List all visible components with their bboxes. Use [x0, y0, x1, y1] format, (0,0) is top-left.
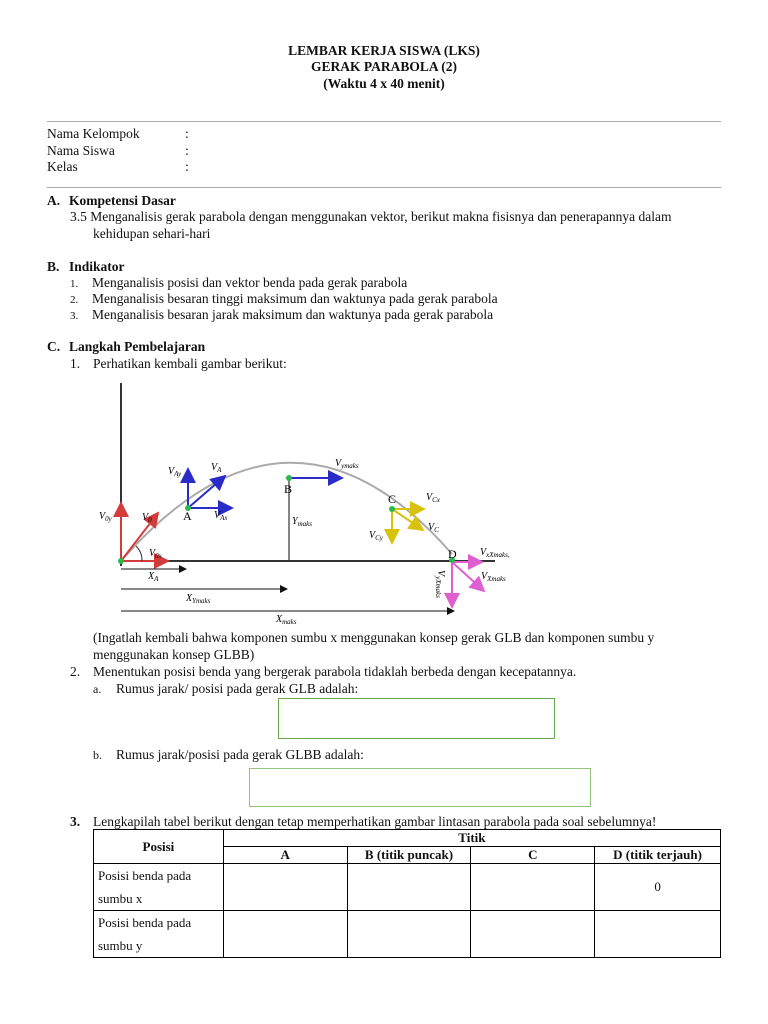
position-table — [93, 829, 721, 958]
cell-d-y[interactable] — [595, 911, 721, 958]
note-line1: (Ingatlah kembali bahwa komponen sumbu x menggunakan konsep gerak GLB dan komponen sumbu y — [93, 630, 655, 645]
colon-nama-kelompok: : — [185, 126, 189, 141]
section-b-heading: B. Indikator — [47, 259, 125, 274]
table-header-posisi: Posisi — [94, 830, 224, 864]
label-nama-kelompok: Nama Kelompok — [47, 126, 140, 141]
step-3: 3. Lengkapilah tabel berikut dengan tetap memperhatikan gambar lintasan parabola pada soal sebelumnya! — [70, 814, 657, 829]
cell-d-x[interactable]: 0 — [595, 864, 721, 911]
label-vxmaks: $V_{Xmaks}$ — [481, 571, 506, 583]
point-a-label: A — [183, 509, 192, 523]
step-2: 2. Menentukan posisi benda yang bergerak parabola tidaklah berbeda dengan kecepatannya. — [70, 664, 577, 679]
projectile-diagram — [90, 378, 530, 630]
vxmaks-vector — [452, 562, 484, 591]
answer-box-glbb[interactable] — [249, 768, 591, 807]
section-a-heading: A. Kompetensi Dasar — [47, 193, 176, 208]
cell-a-x[interactable] — [223, 864, 347, 911]
va-vector — [188, 476, 225, 508]
section-a-line1: 3.5 Menganalisis gerak parabola dengan menggunakan vektor, berikut makna fisisnya dan penerapannya dalam — [70, 209, 672, 224]
label-nama-siswa: Nama Siswa — [47, 143, 115, 158]
row-label-y: Posisi benda pada sumbu y — [94, 911, 224, 958]
divider-identity — [47, 187, 721, 188]
section-c-heading: C. Langkah Pembelajaran — [47, 339, 206, 354]
cell-a-y[interactable] — [223, 911, 347, 958]
section-a-line2: kehidupan sehari-hari — [93, 226, 211, 241]
label-vax: $V_{Ax}$ — [214, 510, 228, 522]
cell-b-y[interactable] — [347, 911, 471, 958]
label-xmaks: $X_{maks}$ — [276, 614, 297, 626]
cell-b-x[interactable] — [347, 864, 471, 911]
label-v0x: $V_{0x}$ — [149, 548, 162, 560]
answer-box-glb[interactable] — [278, 698, 555, 739]
label-va: $V_A$ — [211, 462, 222, 474]
point-b-label: B — [284, 482, 293, 496]
label-xymaks: $X_{Ymaks}$ — [186, 593, 211, 605]
header-subtitle: GERAK PARABOLA (2) — [310, 59, 457, 74]
label-v0y: $V_{0y}$ — [99, 511, 112, 523]
table-row — [94, 911, 721, 958]
step-2a: a. Rumus jarak/ posisi pada gerak GLB adalah: — [93, 681, 359, 696]
label-vyxmaks: $V_{yXmaks}$ — [434, 570, 446, 598]
indikator-item-3: 3. Menganalisis besaran jarak maksimum dan waktunya pada gerak parabola — [70, 307, 494, 322]
label-vcx: $V_{Cx}$ — [426, 492, 440, 504]
label-ymaks: $Y_{maks}$ — [292, 516, 312, 528]
table-header-c: C — [471, 847, 595, 864]
table-row — [94, 864, 721, 911]
note-line2: menggunakan konsep GLBB) — [93, 647, 255, 662]
row-label-x: Posisi benda pada sumbu x — [94, 864, 224, 911]
label-kelas: Kelas — [47, 159, 78, 174]
indikator-item-1: 1. Menganalisis posisi dan vektor benda pada gerak parabola — [70, 275, 408, 290]
label-vay: $V_{Ay}$ — [168, 466, 182, 478]
header-title: LEMBAR KERJA SISWA (LKS) — [288, 43, 480, 58]
step-1: 1. Perhatikan kembali gambar berikut: — [70, 356, 287, 371]
table-header-d: D (titik terjauh) — [595, 847, 721, 864]
label-vxxmaks: $V_{xXmaks,}$ — [480, 547, 510, 559]
point-c-label: C — [388, 492, 397, 506]
cell-c-y[interactable] — [471, 911, 595, 958]
label-vymaks: $V_{ymaks}$ — [335, 458, 359, 470]
colon-nama-siswa: : — [185, 143, 189, 158]
divider-top — [47, 121, 721, 122]
label-vcy: $V_{Cy}$ — [369, 530, 383, 542]
step-2b: b. Rumus jarak/posisi pada gerak GLBB adalah: — [93, 747, 364, 762]
label-vc: $V_C$ — [428, 522, 439, 534]
table-header-titik: Titik — [223, 830, 720, 847]
label-v0: $V_0$ — [142, 512, 152, 524]
colon-kelas: : — [185, 159, 189, 174]
header-duration: (Waktu 4 x 40 menit) — [323, 76, 445, 91]
label-xa: $X_A$ — [148, 571, 159, 583]
indikator-item-2: 2. Menganalisis besaran tinggi maksimum dan waktunya pada gerak parabola — [70, 291, 498, 306]
point-d-label: D — [448, 547, 457, 561]
cell-c-x[interactable] — [471, 864, 595, 911]
table-header-a: A — [223, 847, 347, 864]
table-header-b: B (titik puncak) — [347, 847, 471, 864]
